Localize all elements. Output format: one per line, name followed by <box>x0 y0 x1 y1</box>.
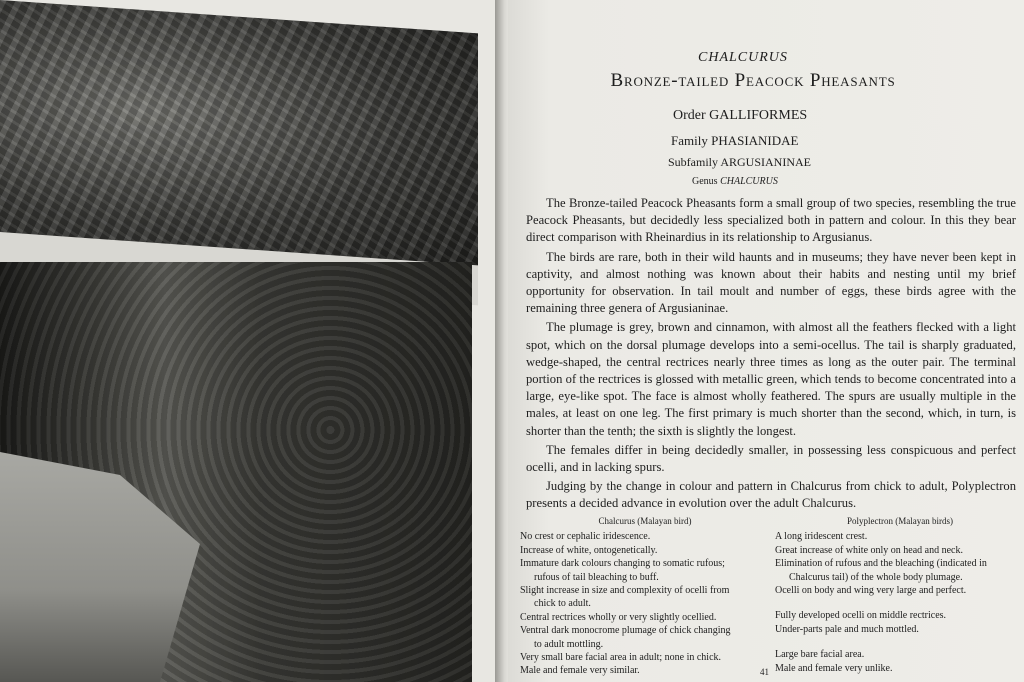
forest-landscape-photo <box>0 262 472 682</box>
polyplectron-column <box>775 515 1024 675</box>
genus-heading: CHALCURUS <box>698 50 788 65</box>
chalcurus-column <box>520 515 770 678</box>
chalcurus-row: to adult mottling. <box>534 638 604 650</box>
subfamily-label: Subfamily <box>668 155 718 169</box>
page-title: Bronze-tailed Peacock Pheasants <box>610 70 896 91</box>
genus-line <box>692 176 778 187</box>
polyplectron-row: Elimination of rufous and the bleaching (indicated in <box>775 558 987 570</box>
genus-value: CHALCURUS <box>720 176 778 187</box>
chalcurus-row: rufous of tail bleaching to buff. <box>534 571 659 583</box>
polyplectron-row: Great increase of white only on head and neck. <box>775 544 963 556</box>
chalcurus-row: Slight increase in size and complexity of ocelli from <box>520 585 730 597</box>
polyplectron-column-head: Polyplectron (Malayan birds) <box>847 516 953 526</box>
page-number: 41 <box>760 667 769 677</box>
subfamily-value: ARGUSIANINAE <box>720 155 812 169</box>
polyplectron-row: A long iridescent crest. <box>775 531 868 543</box>
chalcurus-row: Central rectrices wholly or very slightly ocellied. <box>520 611 717 623</box>
chalcurus-row: No crest or cephalic iridescence. <box>520 531 651 543</box>
chalcurus-row: Male and female very similar. <box>520 665 640 677</box>
family-line <box>671 133 798 149</box>
genus-label: Genus <box>692 176 718 187</box>
polyplectron-row: Male and female very unlike. <box>775 662 893 674</box>
body-text <box>526 195 1016 515</box>
paragraph-1: The Bronze-tailed Peacock Pheasants form a small group of two species, resembling the true Peacock Pheasants, but decidedly less specialized both in pattern and colour. In this they bear direct comparison with Rheinardius in its relationship to Argusianus. <box>526 196 1016 245</box>
chalcurus-column-head: Chalcurus (Malayan bird) <box>598 516 692 526</box>
order-label: Order <box>673 108 706 123</box>
polyplectron-row <box>775 636 1024 648</box>
polyplectron-row: Chalcurus tail) of the whole body plumage. <box>789 571 963 583</box>
paragraph-3: The plumage is grey, brown and cinnamon, with almost all the feathers flecked with a light spot, which on the dorsal plumage develops into a semi-ocellus. The tail is sharply graduated, wedge-shaped, the central rectrices nearly three times as long as the outer pair. The terminal portion of the rectrices is glossed with metallic green, which tends to become concentrated into a large, eye-like spot. The face is almost wholly feathered. The spurs are usually multiple in the males, at least on one leg. The first primary is much shorter than the second, which, in turn, is shorter than the tenth; the sixth is slightly the longest. <box>526 320 1016 438</box>
chalcurus-row: Ventral dark monocrome plumage of chick changing <box>520 625 731 637</box>
chalcurus-row: chick to adult. <box>534 598 591 610</box>
chalcurus-row: Immature dark colours changing to somatic rufous; <box>520 558 725 570</box>
chalcurus-row: Very small bare facial area in adult; none in chick. <box>520 652 722 664</box>
left-page-photos <box>0 0 498 682</box>
order-value: GALLIFORMES <box>709 108 808 123</box>
polyplectron-row: Ocelli on body and wing very large and perfect. <box>775 585 967 597</box>
right-page-text <box>508 0 1024 682</box>
paragraph-5: Judging by the change in colour and pattern in Chalcurus from chick to adult, Polyplectron presents a decided advance in evolution over the adult Chalcurus. <box>526 479 1016 511</box>
family-label: Family <box>671 133 708 148</box>
paragraph-2: The birds are rare, both in their wild haunts and in museums; they have never been kept in captivity, and almost nothing was known about their habits and nesting until my brief opportunity for observation. In tail moult and number of eggs, these birds agree with the remaining three genera of Argusianinae. <box>526 249 1016 316</box>
subfamily-line <box>668 155 811 170</box>
photo-sky-area <box>0 452 200 682</box>
order-line <box>673 108 807 124</box>
paragraph-4: The females differ in being decidedly smaller, in possessing less conspicuous and perfect ocelli, and in lacking spurs. <box>526 442 1016 475</box>
polyplectron-row: Fully developed ocelli on middle rectrices. <box>775 610 947 622</box>
polyplectron-row <box>775 597 1024 609</box>
family-value: PHASIANIDAE <box>711 133 799 148</box>
chalcurus-row: Increase of white, ontogenetically. <box>520 544 658 556</box>
polyplectron-row: Under-parts pale and much mottled. <box>775 623 919 635</box>
polyplectron-row: Large bare facial area. <box>775 649 865 661</box>
